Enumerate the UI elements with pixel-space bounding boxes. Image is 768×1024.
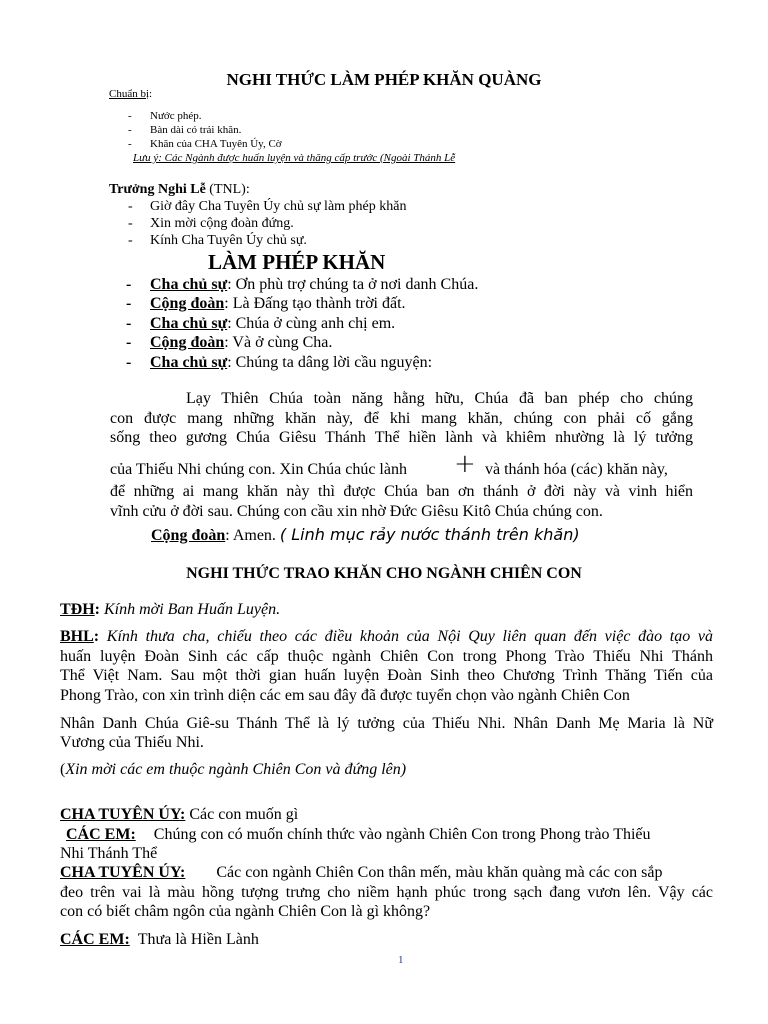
dialogue-text: Các con muốn gì [189, 806, 299, 823]
section2-heading: NGHI THỨC TRAO KHĂN CHO NGÀNH CHIÊN CON [186, 565, 582, 582]
speaker: Cha chủ sự [150, 354, 228, 371]
speaker: TĐH [60, 601, 95, 618]
speaker: CÁC EM: [60, 931, 130, 948]
dialogue-line: con có biết châm ngôn của ngành Chiên Con là gì không? [60, 903, 431, 920]
prayer-line [110, 461, 407, 479]
blessing-line: - Cộng đoàn: Là Đấng tạo thành trời đất. [126, 295, 406, 312]
prep-item: - Bàn dài có trải khăn. [128, 124, 242, 136]
prep-item-text: Khăn của CHA Tuyên Úy, Cờ [150, 138, 282, 150]
bhl-line: Phong Trào, con xin trình diện các em sau đây đã được tuyển chọn vào ngành Chiên Con [60, 687, 630, 704]
prep-item: - Khăn của CHA Tuyên Úy, Cờ [128, 138, 282, 150]
tnl-abbr: (TNL): [205, 182, 250, 197]
tdh-line: TĐH: Kính mời Ban Huấn Luyện. [60, 601, 281, 618]
tnl-label-text: Trưởng Nghi Lễ [109, 182, 206, 197]
speaker: Cha chủ sự [150, 276, 228, 293]
speaker: CÁC EM: [66, 826, 136, 843]
tnl-item-text: Xin mời cộng đoàn đứng. [150, 216, 294, 231]
amen-note: ( Linh mục rảy nước thánh trên khăn) [279, 525, 580, 544]
speaker: Cộng đoàn [150, 334, 225, 351]
name-line: Nhân Danh Chúa Giê-su Thánh Thể là lý tưởng của Thiếu Nhi. Nhân Danh Mẹ Maria là Nữ [60, 715, 713, 732]
dialogue-line [60, 931, 259, 949]
line-text: : Ơn phù trợ chúng ta ở nơi danh Chúa. [227, 276, 479, 293]
amen-text: : Amen. [225, 527, 276, 544]
speaker: Cha chủ sự [150, 315, 228, 332]
tnl-item: - Xin mời cộng đoàn đứng. [128, 216, 294, 231]
tnl-item-text: Kính Cha Tuyên Úy chủ sự. [150, 233, 307, 248]
dialogue-text: Chúng con có muốn chính thức vào ngành Chiên Con trong Phong trào Thiếu [153, 826, 651, 843]
line-text: : Và ở cùng Cha. [224, 334, 333, 351]
speaker: Cộng đoàn [150, 295, 225, 312]
speaker: CHA TUYÊN ÚY: [60, 806, 186, 823]
cross-icon: + [454, 449, 476, 479]
blessing-line: - Cha chủ sự: Ơn phù trợ chúng ta ở nơi danh Chúa. [126, 276, 479, 293]
speaker: Cộng đoàn [151, 527, 226, 544]
name-line: Vương của Thiếu Nhi. [60, 734, 204, 751]
prep-item: - Nước phép. [128, 110, 202, 122]
prayer-line: sống theo gương Chúa Giêsu Thánh Thể hiền lành và khiêm nhường là lý tưởng [110, 429, 693, 446]
prep-item-text: Bàn dài có trải khăn. [150, 124, 242, 136]
dialogue-line [60, 806, 298, 824]
prep-label: Chuẩn bị: [109, 88, 153, 100]
bhl-line: Thể Việt Nam. Sau một thời gian huấn luyện Đoàn Sinh theo Chương Trình Thăng Tiến của [60, 667, 713, 684]
bhl-text: Kính thưa cha, chiếu theo các điều khoản của Nội Quy liên quan đến việc đào tạo và [99, 628, 713, 645]
page-number: 1 [398, 954, 404, 966]
prayer-text: của Thiếu Nhi chúng con. Xin Chúa chúc lành [110, 461, 407, 478]
line-text: : Chúng ta dâng lời cầu nguyện: [227, 354, 433, 371]
prep-item-text: Nước phép. [150, 110, 202, 122]
blessing-heading: LÀM PHÉP KHĂN [208, 250, 386, 274]
blessing-line: - Cha chủ sự: Chúa ở cùng anh chị em. [126, 315, 396, 332]
dialogue-line: Nhi Thánh Thể [60, 845, 158, 862]
bhl-line: huấn luyện Đoàn Sinh các cấp thuộc ngành Chiên Con trong Phong Trào Thiếu Nhi Thánh [60, 648, 713, 665]
line-text: : Chúa ở cùng anh chị em. [227, 315, 396, 332]
dialogue-line: đeo trên vai là màu hồng tượng trưng cho niềm hạnh phúc trong sạch đang vươn lên. Vậy các [60, 884, 713, 901]
speaker: BHL [60, 628, 94, 645]
invite-line: (Xin mời các em thuộc ngành Chiên Con và đứng lên) [60, 761, 407, 778]
prayer-line: con được mang những khăn này, để khi mang khăn, chúng con phải cố gắng [110, 410, 693, 427]
speaker: CHA TUYÊN ÚY: [60, 864, 186, 881]
tnl-item-text: Giờ đây Cha Tuyên Úy chủ sự làm phép khăn [150, 199, 407, 214]
prayer-line: Lạy Thiên Chúa toàn năng hằng hữu, Chúa đã ban phép cho chúng [186, 390, 693, 407]
prayer-line: để những ai mang khăn này thì được Chúa ban ơn thánh ở đời này và vinh hiển [110, 483, 693, 500]
bhl-line: BHL: Kính thưa cha, chiếu theo các điều khoản của Nội Quy liên quan đến việc đào tạo và [60, 628, 713, 645]
blessing-line: - Cha chủ sự: Chúng ta dâng lời cầu nguyện: [126, 354, 433, 371]
prep-note: Lưu ý: Các Ngành được huấn luyện và thăng cấp trước (Ngoài Thánh Lễ [133, 152, 456, 164]
prayer-line: vĩnh cửu ở đời sau. Chúng con cầu xin nhờ Đức Giêsu Kitô Chúa chúng con. [110, 503, 603, 520]
invite-text: Xin mời các em thuộc ngành Chiên Con và đứng lên) [65, 761, 407, 778]
prayer-text: và thánh hóa (các) khăn này, [485, 461, 668, 478]
tnl-label [109, 182, 250, 198]
tdh-text: Kính mời Ban Huấn Luyện. [100, 601, 281, 618]
dialogue-line [60, 864, 662, 882]
tnl-item: - Giờ đây Cha Tuyên Úy chủ sự làm phép khăn [128, 199, 407, 214]
page-title: NGHI THỨC LÀM PHÉP KHĂN QUÀNG [226, 70, 542, 89]
dialogue-text: Thưa là Hiền Lành [137, 931, 259, 948]
dialogue-text: Các con ngành Chiên Con thân mến, màu khăn quàng mà các con sắp [216, 864, 663, 881]
amen-line [133, 525, 580, 545]
prep-label-text: Chuẩn bị [109, 88, 150, 100]
dialogue-line [66, 826, 651, 844]
line-text: : Là Đấng tạo thành trời đất. [224, 295, 406, 312]
blessing-line: - Cộng đoàn: Và ở cùng Cha. [126, 334, 333, 351]
tnl-item: - Kính Cha Tuyên Úy chủ sự. [128, 233, 307, 248]
